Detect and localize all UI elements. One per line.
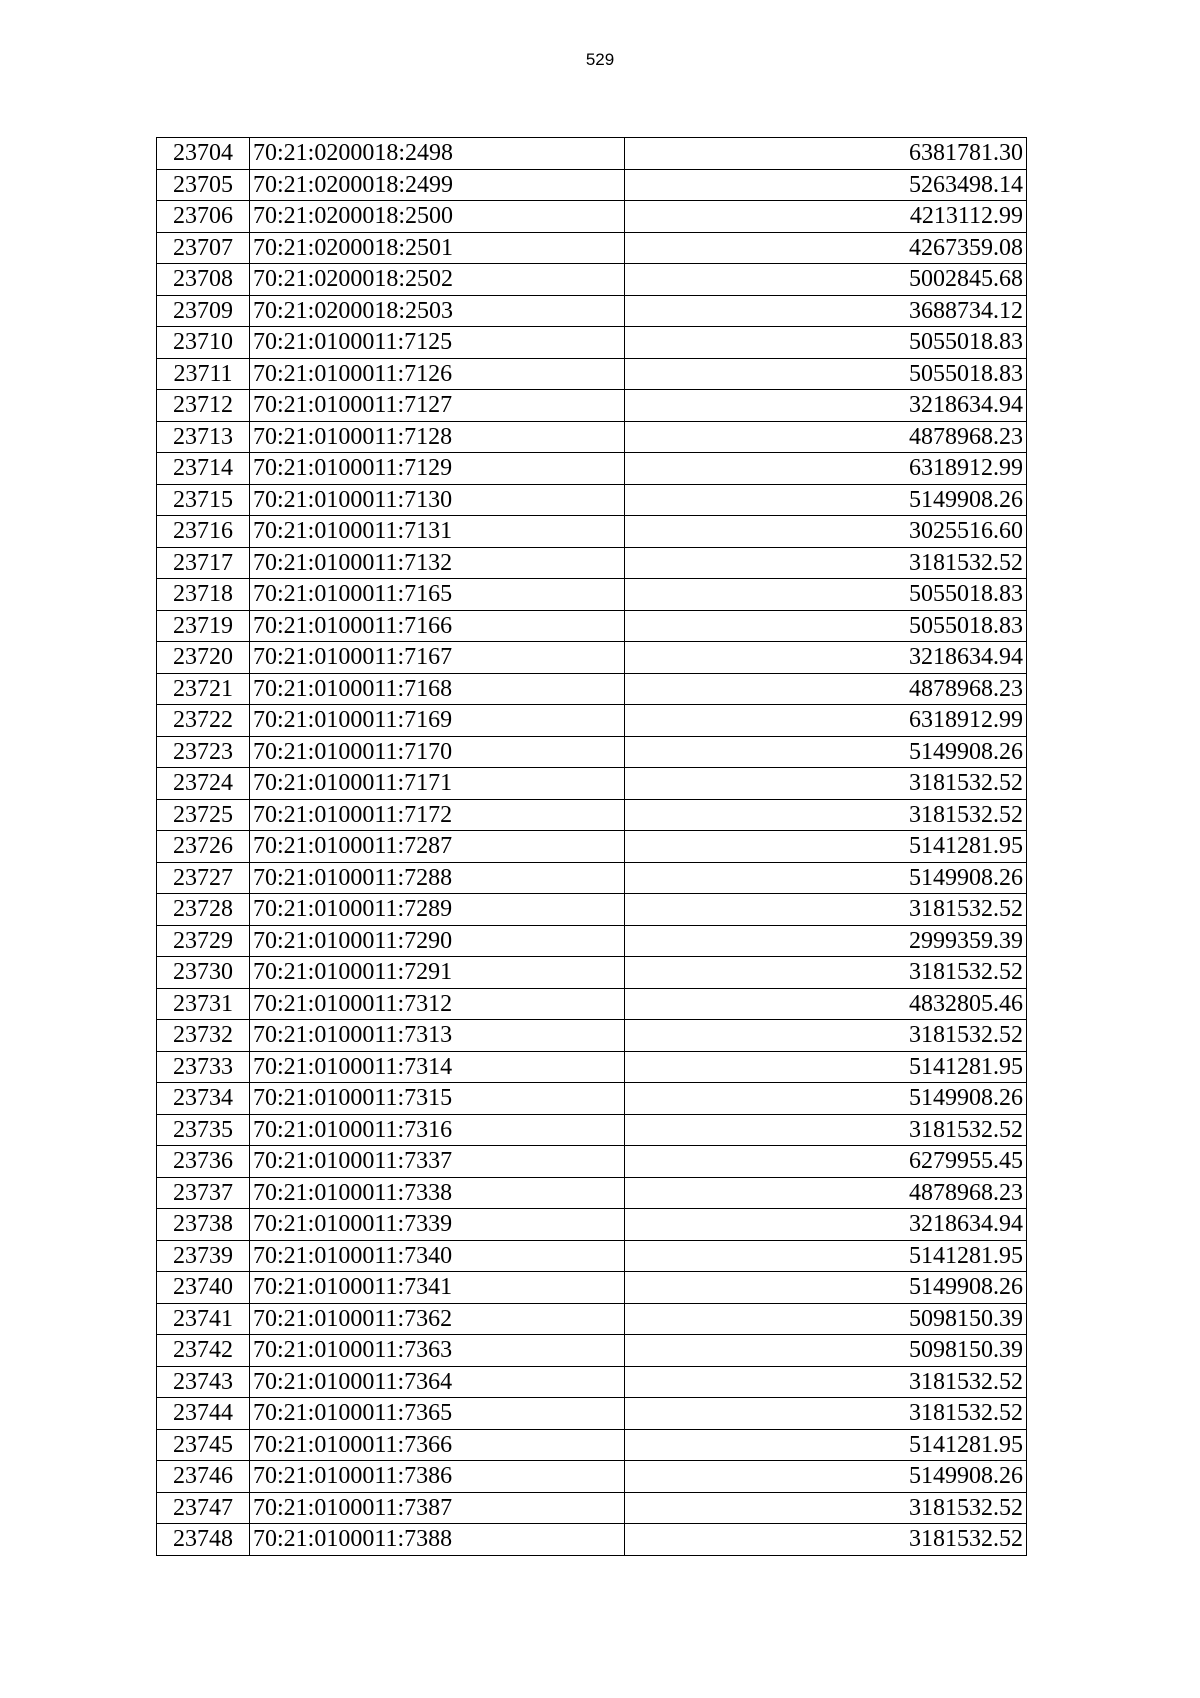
table-row [157, 390, 1027, 422]
table-row [157, 1461, 1027, 1493]
cadastral-number-cell: 70:21:0200018:2499 [250, 169, 625, 201]
row-number-cell: 23738 [157, 1209, 250, 1241]
cadastral-number-cell: 70:21:0200018:2498 [250, 138, 625, 170]
cadastral-value-cell: 5055018.83 [625, 579, 1027, 611]
table-row [157, 295, 1027, 327]
cadastral-value-cell: 5055018.83 [625, 327, 1027, 359]
table-row [157, 768, 1027, 800]
table-row [157, 673, 1027, 705]
cadastral-value-cell: 3181532.52 [625, 1398, 1027, 1430]
cadastral-value-cell: 6318912.99 [625, 453, 1027, 485]
table-row [157, 925, 1027, 957]
cadastral-number-cell: 70:21:0100011:7129 [250, 453, 625, 485]
row-number-cell: 23704 [157, 138, 250, 170]
table-row [157, 264, 1027, 296]
row-number-cell: 23745 [157, 1429, 250, 1461]
table-row [157, 1083, 1027, 1115]
cadastral-value-cell: 5141281.95 [625, 1429, 1027, 1461]
row-number-cell: 23730 [157, 957, 250, 989]
row-number-cell: 23731 [157, 988, 250, 1020]
cadastral-value-cell: 2999359.39 [625, 925, 1027, 957]
table-row [157, 1240, 1027, 1272]
table-row [157, 862, 1027, 894]
table-row [157, 831, 1027, 863]
cadastral-number-cell: 70:21:0100011:7314 [250, 1051, 625, 1083]
table-row [157, 988, 1027, 1020]
cadastral-value-cell: 3181532.52 [625, 1492, 1027, 1524]
cadastral-value-cell: 5149908.26 [625, 1083, 1027, 1115]
cadastral-number-cell: 70:21:0200018:2500 [250, 201, 625, 233]
cadastral-number-cell: 70:21:0100011:7288 [250, 862, 625, 894]
row-number-cell: 23713 [157, 421, 250, 453]
cadastral-number-cell: 70:21:0100011:7289 [250, 894, 625, 926]
cadastral-number-cell: 70:21:0100011:7339 [250, 1209, 625, 1241]
cadastral-number-cell: 70:21:0100011:7127 [250, 390, 625, 422]
cadastral-number-cell: 70:21:0100011:7366 [250, 1429, 625, 1461]
cadastral-number-cell: 70:21:0100011:7312 [250, 988, 625, 1020]
table-row [157, 957, 1027, 989]
row-number-cell: 23711 [157, 358, 250, 390]
table-row [157, 894, 1027, 926]
cadastral-number-cell: 70:21:0100011:7172 [250, 799, 625, 831]
page-number: 529 [585, 50, 615, 69]
row-number-cell: 23715 [157, 484, 250, 516]
cadastral-value-cell: 5149908.26 [625, 1272, 1027, 1304]
cadastral-number-cell: 70:21:0100011:7130 [250, 484, 625, 516]
cadastral-value-cell: 4267359.08 [625, 232, 1027, 264]
table-row [157, 547, 1027, 579]
cadastral-number-cell: 70:21:0100011:7287 [250, 831, 625, 863]
table-row [157, 1429, 1027, 1461]
cadastral-number-cell: 70:21:0100011:7170 [250, 736, 625, 768]
cadastral-number-cell: 70:21:0200018:2503 [250, 295, 625, 327]
cadastral-number-cell: 70:21:0100011:7313 [250, 1020, 625, 1052]
cadastral-value-cell: 5263498.14 [625, 169, 1027, 201]
table-row [157, 1272, 1027, 1304]
cadastral-number-cell: 70:21:0100011:7386 [250, 1461, 625, 1493]
cadastral-value-cell: 6381781.30 [625, 138, 1027, 170]
table-row [157, 453, 1027, 485]
table-row [157, 1020, 1027, 1052]
row-number-cell: 23714 [157, 453, 250, 485]
cadastral-value-cell: 3025516.60 [625, 516, 1027, 548]
cadastral-value-cell: 5141281.95 [625, 1240, 1027, 1272]
row-number-cell: 23734 [157, 1083, 250, 1115]
cadastral-number-cell: 70:21:0100011:7362 [250, 1303, 625, 1335]
cadastral-value-cell: 3181532.52 [625, 1114, 1027, 1146]
cadastral-value-cell: 4832805.46 [625, 988, 1027, 1020]
table-row [157, 232, 1027, 264]
table-row [157, 1177, 1027, 1209]
row-number-cell: 23735 [157, 1114, 250, 1146]
table-row [157, 1209, 1027, 1241]
cadastral-value-cell: 3181532.52 [625, 768, 1027, 800]
table-row [157, 1146, 1027, 1178]
cadastral-value-cell: 3181532.52 [625, 1020, 1027, 1052]
row-number-cell: 23746 [157, 1461, 250, 1493]
cadastral-value-table [156, 137, 1027, 1556]
row-number-cell: 23747 [157, 1492, 250, 1524]
row-number-cell: 23732 [157, 1020, 250, 1052]
cadastral-value-cell: 3181532.52 [625, 1366, 1027, 1398]
cadastral-number-cell: 70:21:0100011:7167 [250, 642, 625, 674]
row-number-cell: 23744 [157, 1398, 250, 1430]
table-row [157, 1114, 1027, 1146]
row-number-cell: 23740 [157, 1272, 250, 1304]
table-row [157, 358, 1027, 390]
cadastral-value-cell: 5149908.26 [625, 484, 1027, 516]
row-number-cell: 23729 [157, 925, 250, 957]
cadastral-number-cell: 70:21:0100011:7340 [250, 1240, 625, 1272]
cadastral-value-cell: 5149908.26 [625, 1461, 1027, 1493]
cadastral-value-cell: 3218634.94 [625, 642, 1027, 674]
table-row [157, 705, 1027, 737]
cadastral-value-cell: 5141281.95 [625, 1051, 1027, 1083]
row-number-cell: 23717 [157, 547, 250, 579]
cadastral-value-cell: 3181532.52 [625, 957, 1027, 989]
row-number-cell: 23722 [157, 705, 250, 737]
row-number-cell: 23743 [157, 1366, 250, 1398]
table-row [157, 169, 1027, 201]
table-row [157, 484, 1027, 516]
row-number-cell: 23709 [157, 295, 250, 327]
cadastral-value-cell: 5141281.95 [625, 831, 1027, 863]
table-body [157, 138, 1027, 1556]
cadastral-number-cell: 70:21:0100011:7168 [250, 673, 625, 705]
table-row [157, 1398, 1027, 1430]
row-number-cell: 23708 [157, 264, 250, 296]
row-number-cell: 23726 [157, 831, 250, 863]
table-row [157, 579, 1027, 611]
cadastral-value-cell: 6279955.45 [625, 1146, 1027, 1178]
row-number-cell: 23705 [157, 169, 250, 201]
cadastral-value-cell: 6318912.99 [625, 705, 1027, 737]
row-number-cell: 23739 [157, 1240, 250, 1272]
cadastral-value-cell: 5098150.39 [625, 1335, 1027, 1367]
cadastral-number-cell: 70:21:0100011:7364 [250, 1366, 625, 1398]
cadastral-value-cell: 3181532.52 [625, 547, 1027, 579]
cadastral-value-cell: 4878968.23 [625, 421, 1027, 453]
table-row [157, 1051, 1027, 1083]
cadastral-number-cell: 70:21:0100011:7337 [250, 1146, 625, 1178]
cadastral-value-cell: 4213112.99 [625, 201, 1027, 233]
row-number-cell: 23721 [157, 673, 250, 705]
cadastral-number-cell: 70:21:0100011:7387 [250, 1492, 625, 1524]
table-row [157, 1524, 1027, 1556]
row-number-cell: 23742 [157, 1335, 250, 1367]
row-number-cell: 23737 [157, 1177, 250, 1209]
row-number-cell: 23724 [157, 768, 250, 800]
table-row [157, 736, 1027, 768]
cadastral-number-cell: 70:21:0100011:7338 [250, 1177, 625, 1209]
cadastral-number-cell: 70:21:0100011:7131 [250, 516, 625, 548]
table-row [157, 1366, 1027, 1398]
row-number-cell: 23723 [157, 736, 250, 768]
table-row [157, 138, 1027, 170]
cadastral-number-cell: 70:21:0100011:7128 [250, 421, 625, 453]
row-number-cell: 23736 [157, 1146, 250, 1178]
table-row [157, 1303, 1027, 1335]
cadastral-value-cell: 5098150.39 [625, 1303, 1027, 1335]
cadastral-number-cell: 70:21:0100011:7126 [250, 358, 625, 390]
cadastral-value-cell: 3181532.52 [625, 1524, 1027, 1556]
cadastral-number-cell: 70:21:0100011:7315 [250, 1083, 625, 1115]
table-row [157, 201, 1027, 233]
cadastral-number-cell: 70:21:0200018:2502 [250, 264, 625, 296]
row-number-cell: 23720 [157, 642, 250, 674]
row-number-cell: 23719 [157, 610, 250, 642]
cadastral-number-cell: 70:21:0100011:7291 [250, 957, 625, 989]
cadastral-number-cell: 70:21:0100011:7125 [250, 327, 625, 359]
cadastral-number-cell: 70:21:0100011:7363 [250, 1335, 625, 1367]
cadastral-number-cell: 70:21:0100011:7341 [250, 1272, 625, 1304]
cadastral-value-cell: 3688734.12 [625, 295, 1027, 327]
row-number-cell: 23733 [157, 1051, 250, 1083]
table-row [157, 421, 1027, 453]
cadastral-number-cell: 70:21:0100011:7388 [250, 1524, 625, 1556]
cadastral-number-cell: 70:21:0100011:7316 [250, 1114, 625, 1146]
cadastral-number-cell: 70:21:0100011:7165 [250, 579, 625, 611]
row-number-cell: 23707 [157, 232, 250, 264]
table-row [157, 516, 1027, 548]
cadastral-value-cell: 3218634.94 [625, 390, 1027, 422]
table-row [157, 327, 1027, 359]
cadastral-value-cell: 5055018.83 [625, 358, 1027, 390]
cadastral-value-cell: 4878968.23 [625, 1177, 1027, 1209]
table-row [157, 799, 1027, 831]
cadastral-value-cell: 5149908.26 [625, 862, 1027, 894]
row-number-cell: 23706 [157, 201, 250, 233]
cadastral-number-cell: 70:21:0100011:7166 [250, 610, 625, 642]
cadastral-number-cell: 70:21:0100011:7365 [250, 1398, 625, 1430]
cadastral-value-cell: 3181532.52 [625, 799, 1027, 831]
cadastral-value-cell: 5149908.26 [625, 736, 1027, 768]
row-number-cell: 23718 [157, 579, 250, 611]
cadastral-number-cell: 70:21:0100011:7132 [250, 547, 625, 579]
cadastral-value-cell: 5002845.68 [625, 264, 1027, 296]
table-row [157, 1335, 1027, 1367]
row-number-cell: 23712 [157, 390, 250, 422]
row-number-cell: 23727 [157, 862, 250, 894]
row-number-cell: 23748 [157, 1524, 250, 1556]
cadastral-value-cell: 3181532.52 [625, 894, 1027, 926]
row-number-cell: 23710 [157, 327, 250, 359]
cadastral-number-cell: 70:21:0100011:7171 [250, 768, 625, 800]
table-row [157, 1492, 1027, 1524]
cadastral-value-cell: 3218634.94 [625, 1209, 1027, 1241]
row-number-cell: 23741 [157, 1303, 250, 1335]
row-number-cell: 23728 [157, 894, 250, 926]
table-row [157, 610, 1027, 642]
row-number-cell: 23725 [157, 799, 250, 831]
cadastral-number-cell: 70:21:0100011:7290 [250, 925, 625, 957]
cadastral-value-cell: 5055018.83 [625, 610, 1027, 642]
cadastral-number-cell: 70:21:0100011:7169 [250, 705, 625, 737]
cadastral-number-cell: 70:21:0200018:2501 [250, 232, 625, 264]
row-number-cell: 23716 [157, 516, 250, 548]
table-row [157, 642, 1027, 674]
cadastral-value-cell: 4878968.23 [625, 673, 1027, 705]
